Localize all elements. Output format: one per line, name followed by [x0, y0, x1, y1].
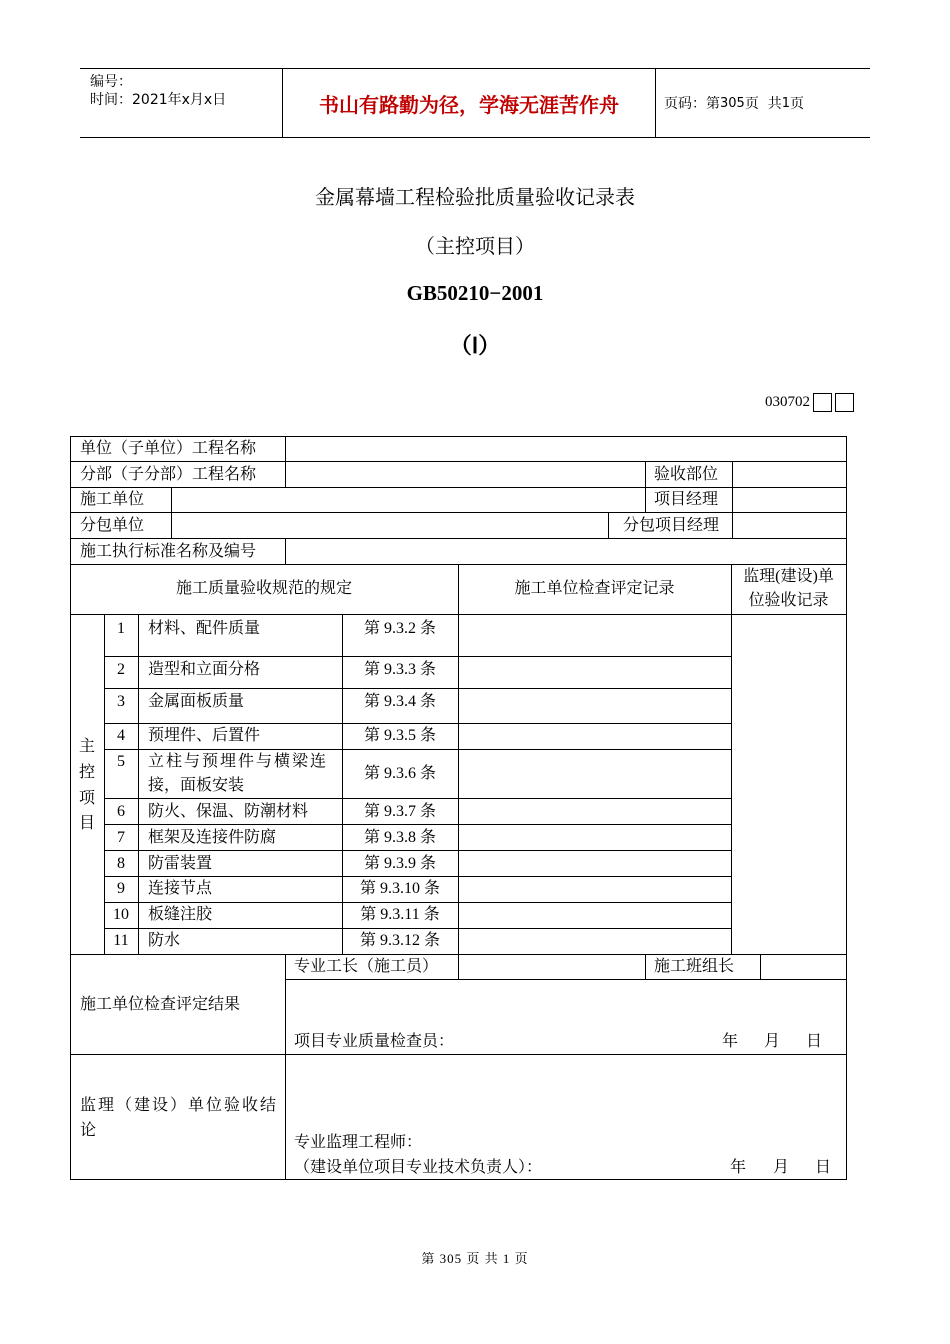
item-name: 预埋件、后置件	[148, 727, 261, 744]
check-column-header: 施工单位检查评定记录	[514, 580, 675, 597]
spec-column-header: 施工质量验收规范的规定	[175, 580, 352, 597]
item-clause: 第 9.3.2 条	[363, 620, 436, 637]
sub-pm-label: 分包项目经理	[623, 517, 720, 534]
accept-part-label: 验收部位	[654, 466, 719, 483]
conclusion-label: 监理（建设）单位验收结	[80, 1097, 279, 1114]
time-label: 时间：2021年x月x日	[90, 92, 227, 108]
group-label-char: 项	[78, 790, 95, 807]
foreman-label: 专业工长（施工员）	[294, 958, 439, 975]
conclusion-day: 日	[815, 1159, 832, 1176]
pm-label: 项目经理	[654, 491, 719, 508]
conclusion-year: 年	[730, 1159, 747, 1176]
form-code-text: 030702	[765, 394, 810, 410]
item-name: 防雷装置	[148, 855, 213, 872]
item-clause: 第 9.3.3 条	[363, 661, 436, 678]
page-footer: 第 305 页 共 1 页	[421, 1251, 529, 1266]
item-name: 连接节点	[148, 880, 213, 897]
subcontractor-label: 分包单位	[80, 517, 145, 534]
document-title: 金属幕墙工程检验批质量验收记录表	[315, 185, 635, 209]
team-leader-label: 施工班组长	[654, 958, 735, 975]
item-clause: 第 9.3.9 条	[363, 855, 436, 872]
item-clause: 第 9.3.6 条	[363, 765, 436, 782]
item-no: 9	[117, 880, 125, 897]
supervision-column-header-1: 监理(建设)单	[743, 568, 834, 585]
std-name-label: 施工执行标准名称及编号	[80, 543, 257, 560]
serial-label: 编号：	[90, 74, 132, 90]
page-mid: 页 共	[744, 96, 782, 112]
result-label: 施工单位检查评定结果	[80, 996, 241, 1013]
contractor-label: 施工单位	[80, 491, 145, 508]
item-name: 材料、配件质量	[148, 620, 261, 637]
inspector-label: 项目专业质量检查员：	[294, 1033, 455, 1050]
group-label-char: 目	[78, 815, 95, 832]
item-no: 7	[117, 829, 125, 846]
page-prefix: 页码：第	[664, 96, 720, 112]
item-no: 11	[113, 932, 129, 949]
item-name: 金属面板质量	[148, 693, 245, 710]
item-clause: 第 9.3.11 条	[360, 906, 440, 923]
standard-code: GB50210−2001	[406, 281, 544, 305]
item-name-cont: 接，面板安装	[148, 777, 245, 794]
item-name: 板缝注胶	[148, 906, 213, 923]
unit-name-label: 单位（子单位）工程名称	[80, 440, 257, 457]
item-clause: 第 9.3.8 条	[363, 829, 436, 846]
result-month: 月	[764, 1033, 781, 1050]
sub-name-label: 分部（子分部）工程名称	[80, 466, 257, 483]
item-no: 1	[117, 620, 125, 637]
acceptance-form	[70, 436, 846, 1180]
group-label-char: 主	[78, 738, 95, 755]
page-indicator	[655, 69, 879, 137]
owner-rep-label: （建设单位项目专业技术负责人）：	[294, 1159, 543, 1176]
item-name: 防水	[148, 932, 181, 949]
page-total: 1	[781, 95, 791, 111]
item-no: 10	[113, 906, 129, 923]
result-day: 日	[806, 1033, 823, 1050]
item-name: 立柱与预埋件与横梁连	[148, 753, 329, 770]
header-meta	[80, 69, 282, 137]
code-box-2[interactable]	[835, 393, 854, 412]
result-year: 年	[722, 1033, 739, 1050]
conclusion-label-cont: 论	[80, 1122, 97, 1139]
page-header	[80, 68, 870, 138]
item-no: 3	[117, 693, 125, 710]
item-no: 8	[117, 855, 125, 872]
page-number: 305	[720, 95, 745, 111]
item-clause: 第 9.3.10 条	[359, 880, 440, 897]
section-roman: （Ⅰ）	[449, 333, 501, 358]
item-name: 防火、保温、防潮材料	[148, 803, 309, 820]
page-suffix: 页	[790, 96, 805, 112]
item-name: 造型和立面分格	[148, 661, 261, 678]
conclusion-month: 月	[773, 1159, 790, 1176]
item-clause: 第 9.3.5 条	[363, 727, 436, 744]
item-clause: 第 9.3.12 条	[359, 932, 440, 949]
engineer-label: 专业监理工程师：	[294, 1134, 423, 1151]
motto: 书山有路勤为径，学海无涯苦作舟	[282, 69, 656, 137]
item-no: 4	[117, 727, 125, 744]
supervision-column-header-2: 位验收记录	[748, 592, 829, 609]
item-no: 2	[117, 661, 125, 678]
item-clause: 第 9.3.4 条	[363, 693, 436, 710]
item-no: 5	[117, 753, 125, 770]
group-label-char: 控	[78, 764, 95, 781]
code-box-1[interactable]	[813, 393, 832, 412]
document-subtitle: （主控项目）	[415, 234, 535, 258]
item-name: 框架及连接件防腐	[148, 829, 277, 846]
form-code	[765, 393, 854, 412]
item-clause: 第 9.3.7 条	[363, 803, 436, 820]
item-no: 6	[117, 803, 125, 820]
